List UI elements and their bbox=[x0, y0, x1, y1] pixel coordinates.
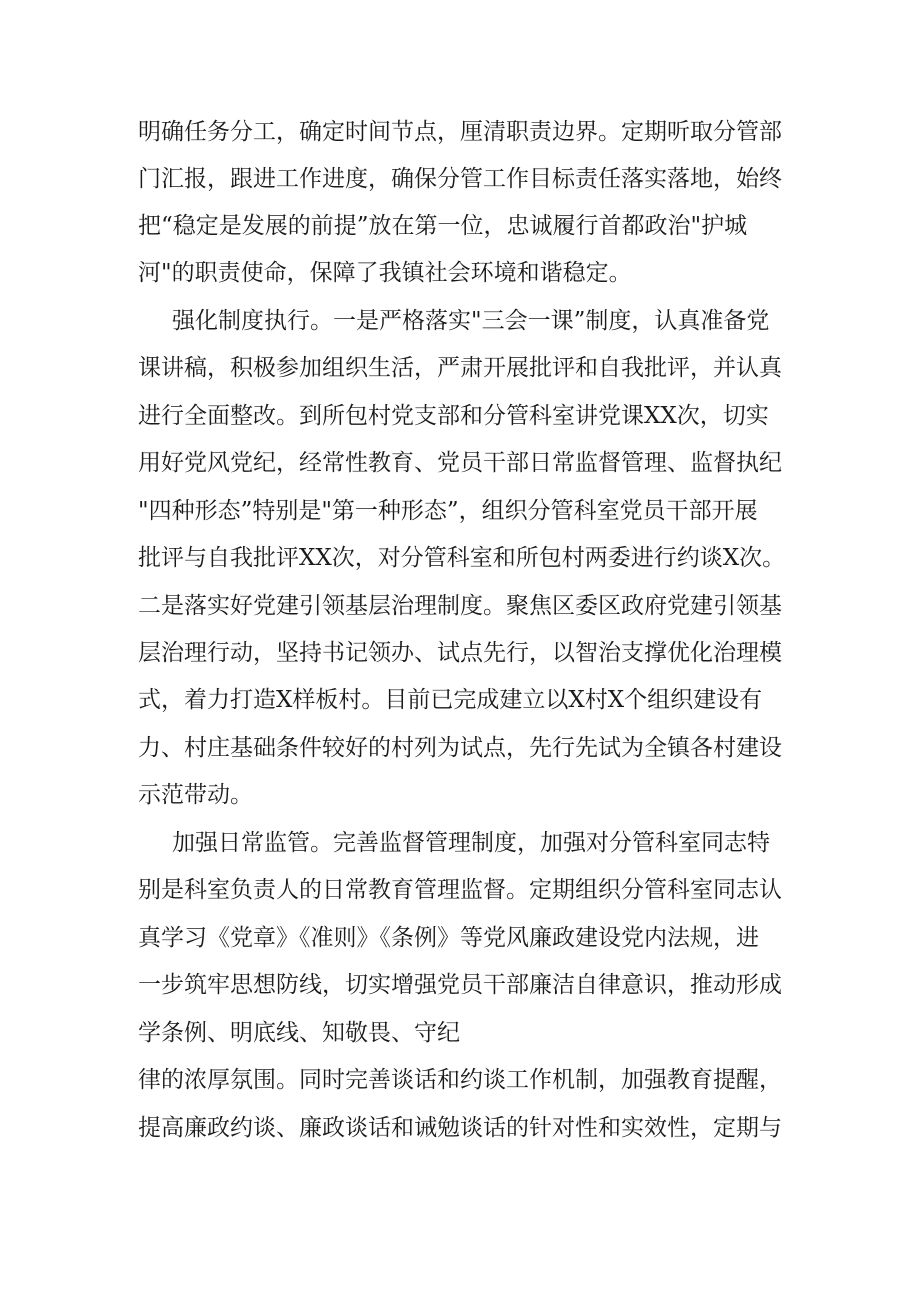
text-line: 律的浓厚氛围。同时完善谈话和约谈工作机制，加强教育提醒， bbox=[138, 1067, 782, 1093]
text-line: 二是落实好党建引领基层治理制度。聚焦区委区政府党建引领基 bbox=[138, 593, 782, 619]
text-line: 力、村庄基础条件较好的村列为试点，先行先试为全镇各村建设 bbox=[138, 735, 782, 761]
text-line: 式，着力打造X样板村。目前已完成建立以X村X个组织建设有 bbox=[138, 687, 763, 713]
text-line: 用好党风党纪，经常性教育、党员干部日常监督管理、监督执纪 bbox=[138, 450, 782, 476]
text-line: 门汇报，跟进工作进度，确保分管工作目标责任落实落地，始终 bbox=[138, 166, 782, 192]
text-line: "四种形态”特别是"第一种形态”，组织分管科室党员干部开展 bbox=[138, 498, 758, 524]
text-line: 课讲稿，积极参加组织生活，严肃开展批评和自我批评，并认真 bbox=[138, 355, 782, 381]
text-line: 明确任务分工，确定时间节点，厘清职责边界。定期听取分管部 bbox=[138, 119, 782, 145]
text-line: 河"的职责使命，保障了我镇社会环境和谐稳定。 bbox=[138, 260, 632, 286]
text-line: 进行全面整改。到所包村党支部和分管科室讲党课XX次，切实 bbox=[138, 403, 769, 429]
text-line: 真学习《党章》《准则》《条例》等党风廉政建设党内法规，进 bbox=[138, 925, 759, 951]
text-line: 层治理行动，坚持书记领办、试点先行，以智治支撑优化治理模 bbox=[138, 640, 782, 666]
text-line: 学条例、明底线、知敬畏、守纪 bbox=[138, 1020, 460, 1046]
text-line: 别是科室负责人的日常教育管理监督。定期组织分管科室同志认 bbox=[138, 877, 782, 903]
text-line: 把“稳定是发展的前提”放在第一位，忠诚履行首都政治"护城 bbox=[138, 213, 748, 239]
text-line: 一步筑牢思想防线，切实增强党员干部廉洁自律意识，推动形成 bbox=[138, 972, 782, 998]
paragraph-start-line: 加强日常监管。完善监督管理制度，加强对分管科室同志特 bbox=[172, 830, 770, 856]
paragraph-start-line: 强化制度执行。一是严格落实"三会一课”制度，认真准备党 bbox=[172, 308, 770, 334]
text-line: 批评与自我批评XX次，对分管科室和所包村两委进行约谈X次。 bbox=[138, 545, 786, 571]
text-line: 提高廉政约谈、廉政谈话和诫勉谈话的针对性和实效性，定期与 bbox=[138, 1115, 782, 1141]
text-line: 示范带动。 bbox=[138, 782, 253, 808]
